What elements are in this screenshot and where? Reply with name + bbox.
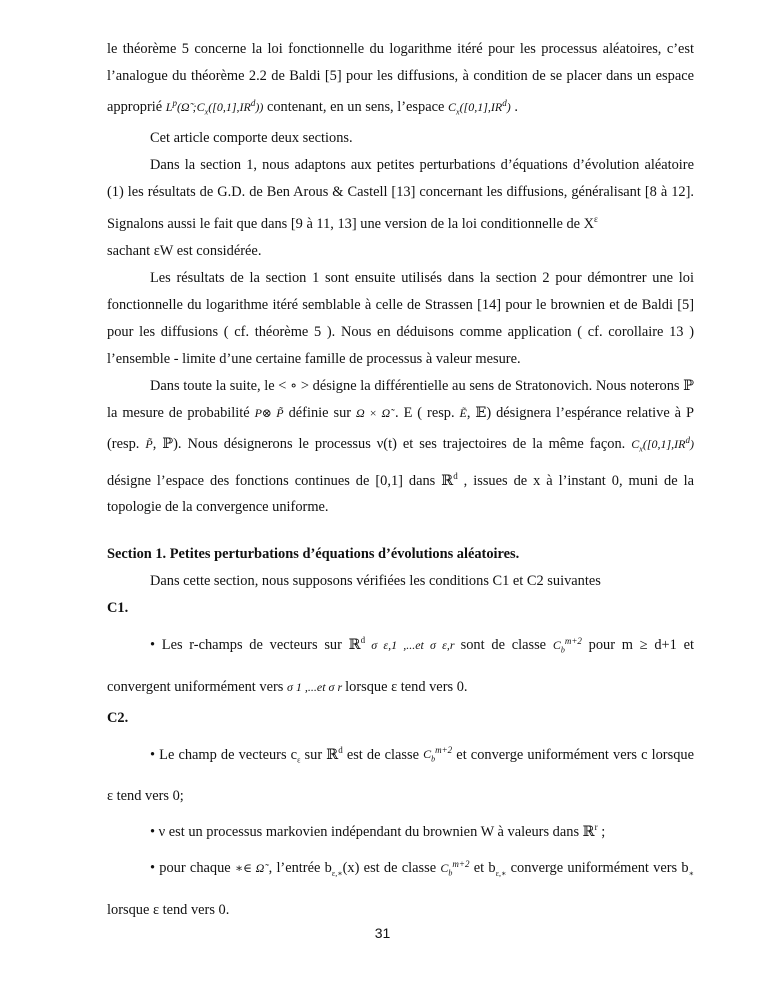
math-cx-space-2: $C_x([0,1],IR^d)$ (631, 435, 694, 454)
paragraph-intro: le théorème 5 concerne la loi fonctionnelle du logarithme itéré pour les processus aléatoires, c’est l’analogue du théorème 2.2 de Baldi [5] pour les diffusions, à condition de se placer dans un espace approprié $L^p(\Omegã$ $;C_x([0,1],IR^d)$) contenant, en un sens, l’espace $C_x([0,1],IR^d)$ . (107, 41, 694, 117)
condition-c2-input: • pour chaque ∗∈ Ω̃ , l’entrée $b_{\varepsilon,∗}(x)$ est de classe $C_b^{m+2}$ et $b_{\varepsilon,∗}$ converge uniformément vers $b_∗$ lorsque ε tend vers 0. (107, 859, 695, 918)
paragraph-section2-summary: Les résultats de la section 1 sont ensuite utilisés dans la section 2 pour démontrer une loi fonctionnelle du logarithme itéré semblable à celle de Strassen [14] pour le brownien et de Baldi [5] pour les diffusions ( cf. théorème 5 ). Nous en déduisons comme application ( cf. corollaire 13 ) l’ensemble - limite d’une certaine famille de processus à valeur mesure. (107, 270, 694, 368)
condition-c2-field: • Le champ de vecteurs $c_\varepsilon$ sur ℝ$^d$ est de classe $C_b^{m+2}$ et converge uniformément vers c lorsque ε tend vers 0; (107, 744, 694, 805)
paragraph-sections: Cet article comporte deux sections. (150, 130, 353, 147)
condition-c1-text: • Les r-champs de vecteurs sur ℝ$^d$ σ ε,1 ,...et σ ε,r sont de classe $C_b^{m+2}$ pour m ≥ d+1 et convergent uniformément vers σ 1 ,...et σ r lorsque ε tend vers 0. (107, 635, 694, 695)
paragraph-section1-summary: Dans la section 1, nous adaptons aux petites perturbations d’équations d’évolution aléatoire (1) les résultats de G.D. de Ben Arous & Castell [13] concernant les diffusions, généralisant [8 à 12]. Signalons aussi le fait que dans [9 à 11, 13] une version de la loi conditionnelle de $X^\varepsilon$ sachant εW est considérée. (107, 157, 694, 260)
page-body (107, 36, 694, 928)
page-number: 31 (374, 925, 391, 941)
math-cx-space: $C_x([0,1],IR^d)$ (447, 98, 511, 117)
condition-c1-label: C1. (107, 600, 129, 617)
section-title: Section 1. Petites perturbations d’équations d’évolutions aléatoires. (107, 546, 520, 563)
paragraph-notations: Dans toute la suite, le < ∘ > désigne la différentielle au sens de Stratonovich. Nous noterons ℙ la mesure de probabilité P⊗ P̃ définie sur Ω × Ω̃ . E ( resp. Ẽ, 𝔼) désignera l’espérance relative à P (resp. P̃, ℙ). Nous désignerons le processus ν(t) et ses trajectoires de la même façon. $C_x([0,1],IR^d)$ désigne l’espace des fonctions continues de [0,1] dans ℝ$^d$ , issues de x à l’instant 0, muni de la topologie de la convergence uniforme. (107, 378, 694, 516)
math-lp-space: $L^p(\Omegã$ $;C_x([0,1],IR^d)$) (165, 98, 264, 117)
section-intro: Dans cette section, nous supposons vérifiées les conditions C1 et C2 suivantes (150, 573, 601, 590)
condition-c2-label: C2. (107, 709, 129, 726)
condition-c2-markov: • ν est un processus markovien indépendant du brownien W à valeurs dans ℝ$^r$ ; (150, 822, 606, 841)
